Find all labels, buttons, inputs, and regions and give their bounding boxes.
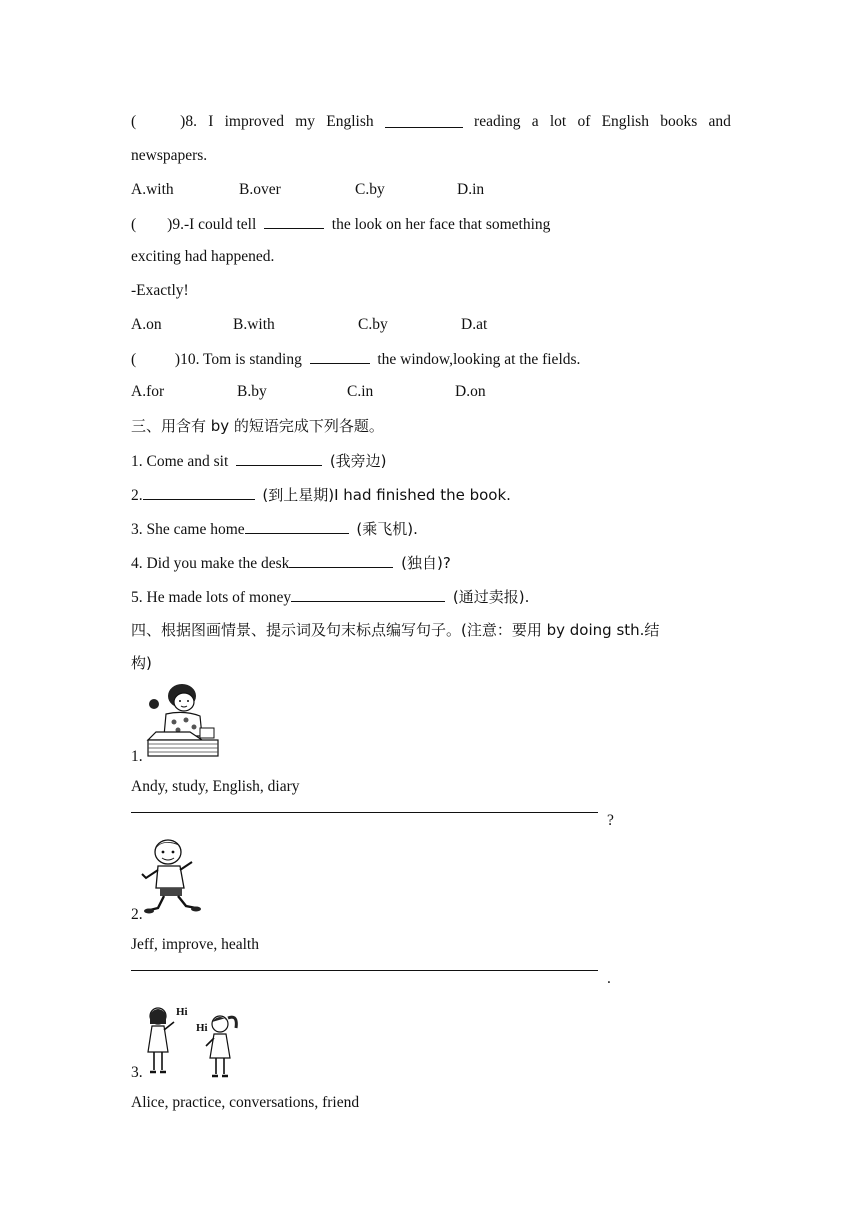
question-10-options	[131, 382, 731, 402]
fill-blank[interactable]	[236, 450, 322, 466]
question-9-reply: -Exactly!	[131, 282, 189, 299]
question-9-options	[131, 315, 731, 335]
question-8-line: ( )8. I improved my English reading a lot of English books and	[131, 113, 731, 130]
option-c: C.by	[355, 181, 385, 198]
section-3-item-3: 3. She came home (乘飞机).	[131, 520, 418, 538]
question-8-continuation: newspapers.	[131, 147, 208, 164]
option-b: B.by	[237, 383, 267, 400]
picture-2-hint: Jeff, improve, health	[131, 936, 259, 953]
section-4-title-line-1: 四、根据图画情景、提示词及句末标点编写句子。(注意：要用 by doing sth.结	[131, 621, 660, 639]
option-d: D.in	[457, 181, 485, 198]
option-c: C.by	[358, 316, 388, 333]
section-3-item-5: 5. He made lots of money (通过卖报).	[131, 588, 530, 606]
fill-blank[interactable]	[143, 484, 255, 500]
fill-blank[interactable]	[291, 586, 445, 602]
boy-running-illustration	[140, 838, 204, 918]
option-a: A.on	[131, 316, 162, 333]
question-10-line: ( )10. Tom is standing the window,looking at the fields.	[131, 348, 580, 370]
option-c: C.in	[347, 383, 374, 400]
option-a: A.for	[131, 383, 165, 400]
picture-1-number: 1.	[131, 748, 143, 765]
girl-studying-illustration	[140, 680, 222, 760]
fill-blank[interactable]	[385, 112, 463, 128]
answer-paren: (	[131, 113, 137, 130]
question-8-options	[131, 180, 731, 200]
answer-line-2-end-mark: .	[607, 970, 611, 987]
fill-blank[interactable]	[289, 552, 393, 568]
picture-3-hint: Alice, practice, conversations, friend	[131, 1094, 360, 1111]
option-a: A.with	[131, 181, 174, 198]
section-3-item-1: 1. Come and sit (我旁边)	[131, 452, 387, 470]
fill-blank[interactable]	[264, 213, 324, 229]
option-d: D.at	[461, 316, 488, 333]
picture-1-hint: Andy, study, English, diary	[131, 778, 300, 795]
speech-bubble-hi-1: Hi	[176, 1006, 188, 1018]
question-9-continuation: exciting had happened.	[131, 248, 275, 265]
picture-3-number: 3.	[131, 1064, 143, 1081]
section-4-title-line-2: 构)	[131, 654, 152, 672]
option-b: B.over	[239, 181, 281, 198]
answer-line-2[interactable]	[131, 970, 598, 971]
fill-blank[interactable]	[245, 518, 349, 534]
two-girls-greeting-illustration	[140, 1000, 244, 1080]
question-9-line: ( )9.-I could tell the look on her face that something	[131, 213, 550, 235]
option-d: D.on	[455, 383, 486, 400]
section-3-item-4: 4. Did you make the desk (独自)?	[131, 554, 451, 572]
option-b: B.with	[233, 316, 275, 333]
answer-line-1[interactable]	[131, 812, 598, 813]
answer-line-1-end-mark: ?	[607, 812, 614, 829]
fill-blank[interactable]	[310, 348, 370, 364]
speech-bubble-hi-2: Hi	[196, 1022, 208, 1034]
section-3-title: 三、用含有 by 的短语完成下列各题。	[131, 417, 384, 435]
section-3-item-2: 2. (到上星期)I had finished the book.	[131, 486, 511, 504]
picture-2-number: 2.	[131, 906, 143, 923]
